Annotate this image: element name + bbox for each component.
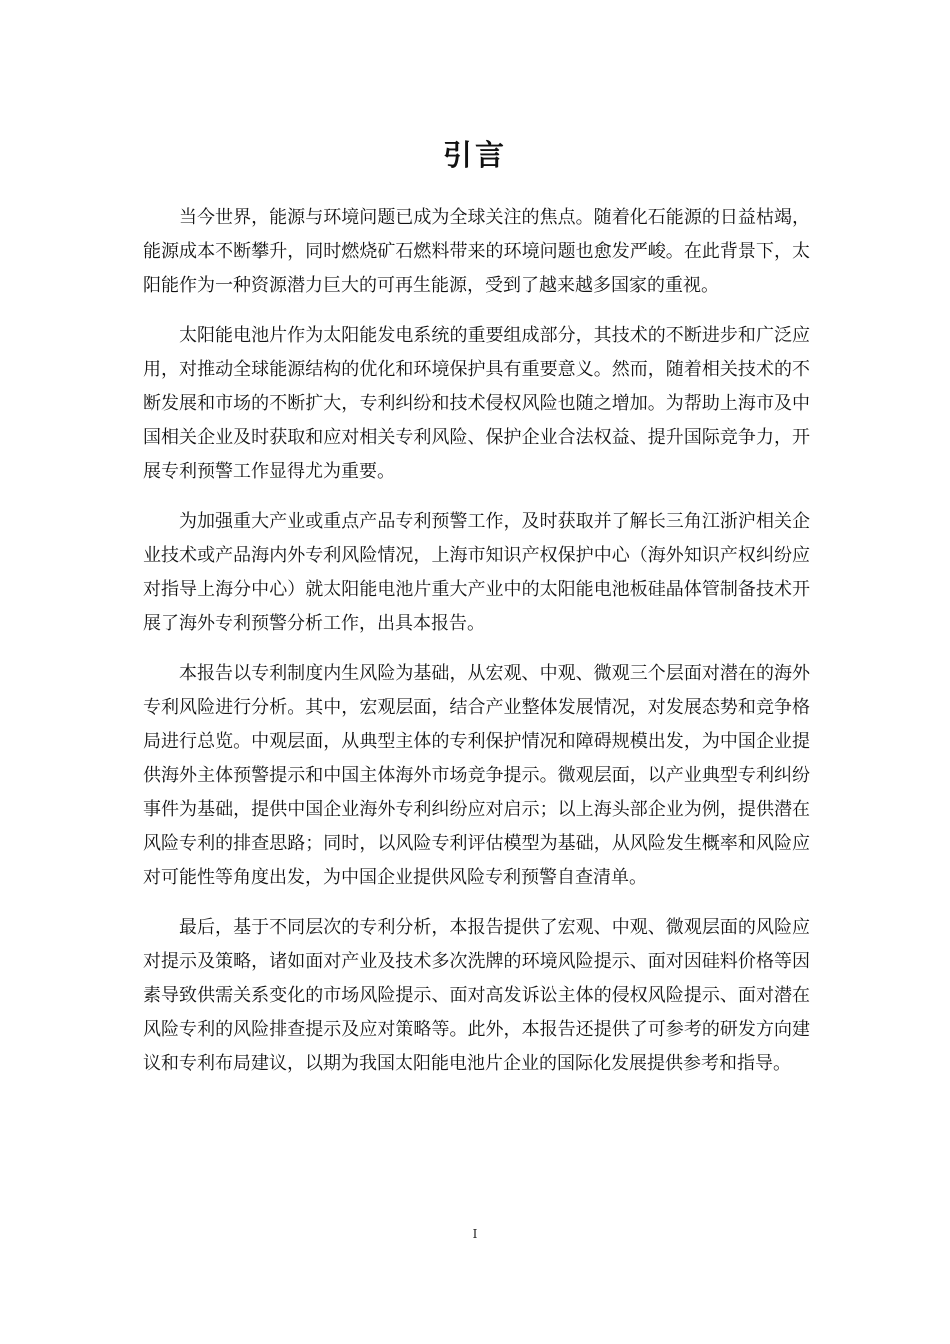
- page-title: 引言: [442, 138, 507, 172]
- paragraph-4: 本报告以专利制度内生风险为基础，从宏观、中观、微观三个层面对潜在的海外专利风险进行分析。其中，宏观层面，结合产业整体发展情况，对发展态势和竞争格局进行总览。中观层面，从典型主体的专利保护情况和障碍规模出发，为中国企业提供海外主体预警提示和中国主体海外市场竞争提示。微观层面，以产业典型专利纠纷事件为基础，提供中国企业海外专利纠纷应对启示；以上海头部企业为例，提供潜在风险专利的排查思路；同时，以风险专利评估模型为基础，从风险发生概率和风险应对可能性等角度出发，为中国企业提供风险专利预警自查清单。: [143, 663, 810, 888]
- page-number: I: [472, 1227, 478, 1241]
- paragraph-5: 最后，基于不同层次的专利分析，本报告提供了宏观、中观、微观层面的风险应对提示及策略，诸如面对产业及技术多次洗牌的环境风险提示、面对因硅料价格等因素导致供需关系变化的市场风险提示、面对高发诉讼主体的侵权风险提示、面对潜在风险专利的风险排查提示及应对策略等。此外，本报告还提供了可参考的研发方向建议和专利布局建议，以期为我国太阳能电池片企业的国际化发展提供参考和指导。: [143, 917, 810, 1074]
- paragraph-3: 为加强重大产业或重点产品专利预警工作，及时获取并了解长三角江浙沪相关企业技术或产品海内外专利风险情况，上海市知识产权保护中心（海外知识产权纠纷应对指导上海分中心）就太阳能电池片重大产业中的太阳能电池板硅晶体管制备技术开展了海外专利预警分析工作，出具本报告。: [143, 511, 810, 634]
- paragraph-1: 当今世界，能源与环境问题已成为全球关注的焦点。随着化石能源的日益枯竭，能源成本不断攀升，同时燃烧矿石燃料带来的环境问题也愈发严峻。在此背景下，太阳能作为一种资源潜力巨大的可再生能源，受到了越来越多国家的重视。: [143, 207, 810, 296]
- body-text: [143, 201, 810, 1097]
- paragraph-2: 太阳能电池片作为太阳能发电系统的重要组成部分，其技术的不断进步和广泛应用，对推动全球能源结构的优化和环境保护具有重要意义。然而，随着相关技术的不断发展和市场的不断扩大，专利纠纷和技术侵权风险也随之增加。为帮助上海市及中国相关企业及时获取和应对相关专利风险、保护企业合法权益、提升国际竞争力，开展专利预警工作显得尤为重要。: [143, 325, 810, 482]
